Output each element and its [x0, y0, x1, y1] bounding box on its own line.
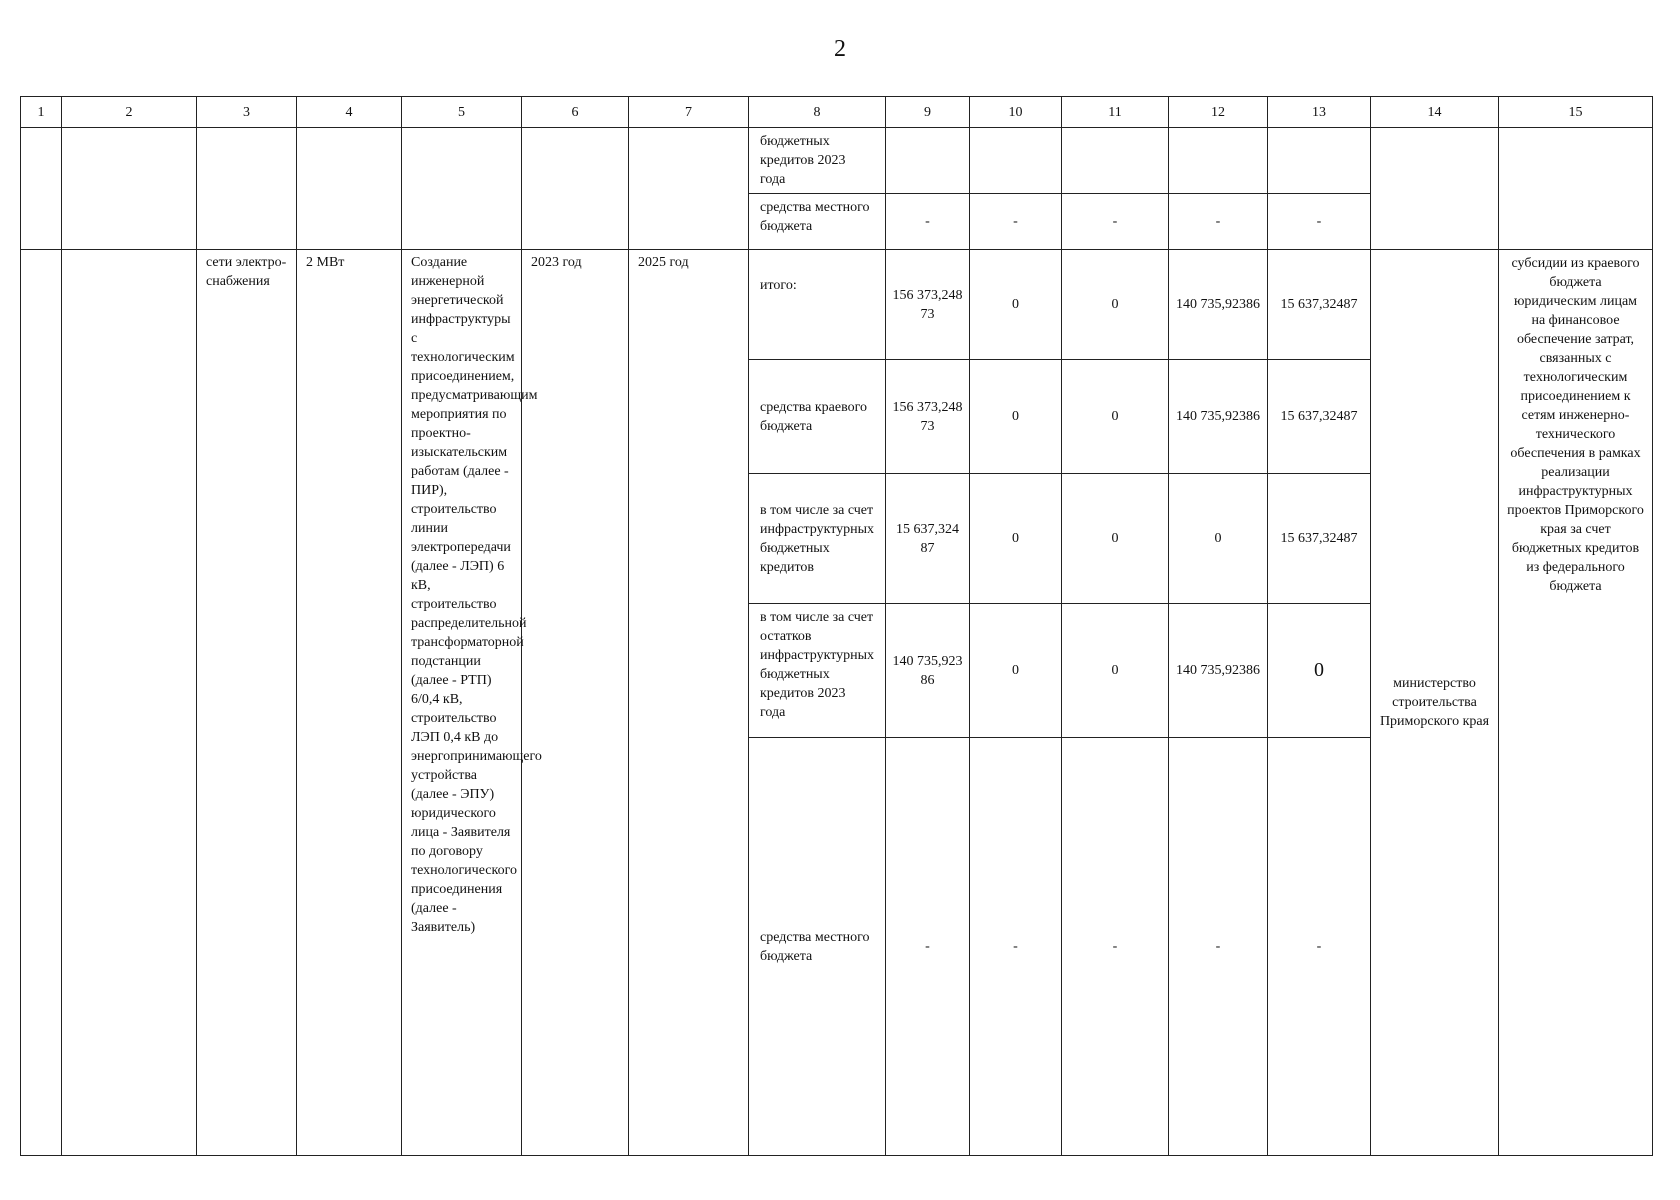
value-cell: -: [1268, 194, 1371, 250]
value-cell: 0: [1062, 474, 1169, 604]
value-cell: 156 373,248 73: [886, 250, 970, 360]
value-cell: 0: [1268, 604, 1371, 738]
empty-cell: [21, 128, 62, 250]
value-cell: -: [1268, 738, 1371, 1156]
empty-cell: [62, 128, 197, 250]
value-cell: [1169, 128, 1268, 194]
col-header: 15: [1499, 97, 1653, 128]
value-cell: -: [886, 194, 970, 250]
empty-cell: [21, 250, 62, 1156]
capacity-cell: 2 МВт: [297, 250, 402, 1156]
value-cell: 15 637,32487: [1268, 474, 1371, 604]
value-cell: 15 637,32487: [1268, 360, 1371, 474]
value-cell: 0: [970, 474, 1062, 604]
value-cell: 15 637,324 87: [886, 474, 970, 604]
row-label: в том числе за счет остатков инфраструктурных бюджетных кредитов 2023 года: [749, 604, 886, 738]
empty-cell: [297, 128, 402, 250]
value-cell: 0: [970, 250, 1062, 360]
value-cell: 140 735,92386: [1169, 360, 1268, 474]
value-cell: -: [1169, 738, 1268, 1156]
value-cell: 0: [1062, 250, 1169, 360]
responsible-agency-cell: министерство строительства Приморского края: [1371, 250, 1499, 1156]
header-row: [21, 97, 1653, 128]
project-description-cell: Создание инженерной энергетической инфраструктуры с технологическим присоединением, предусматривающим мероприятия по проектно-изыскательским работам (далее - ПИР), строительство линии электропередачи (далее - ЛЭП) 6 кВ, строительство распределительной трансформаторной подстанции (далее - РТП) 6/0,4 кВ, строительство ЛЭП 0,4 кВ до энергопринимающего устройства (далее - ЭПУ) юридического лица - Заявителя по договору технологического присоединения (далее - Заявитель): [402, 250, 522, 1156]
value-cell: -: [970, 194, 1062, 250]
table-row: [21, 128, 1653, 194]
row-label: итого:: [749, 250, 886, 360]
empty-cell: [1499, 128, 1653, 250]
value-cell: 0: [1062, 604, 1169, 738]
value-cell: 0: [970, 360, 1062, 474]
col-header: 14: [1371, 97, 1499, 128]
budget-table: [20, 96, 1653, 1156]
col-header: 12: [1169, 97, 1268, 128]
value-cell: 0: [1062, 360, 1169, 474]
row-label: бюджетных кредитов 2023 года: [749, 128, 886, 194]
col-header: 5: [402, 97, 522, 128]
col-header: 10: [970, 97, 1062, 128]
empty-cell: [402, 128, 522, 250]
value-cell: 0: [1169, 474, 1268, 604]
empty-cell: [1371, 128, 1499, 250]
value-cell: -: [1169, 194, 1268, 250]
funding-type-cell: субсидии из краевого бюджета юридическим лицам на финансовое обеспечение затрат, связанных с технологическим присоединением к сетям инженерно-технического обеспечения в рамках реализации инфраструктурных проектов Приморского края за счет бюджетных кредитов из федерального бюджета: [1499, 250, 1653, 1156]
value-cell: -: [886, 738, 970, 1156]
value-cell: -: [1062, 194, 1169, 250]
col-header: 2: [62, 97, 197, 128]
value-cell: [1062, 128, 1169, 194]
start-year-cell: 2023 год: [522, 250, 629, 1156]
value-cell: 156 373,248 73: [886, 360, 970, 474]
col-header: 11: [1062, 97, 1169, 128]
value-cell: 140 735,92386: [1169, 604, 1268, 738]
col-header: 6: [522, 97, 629, 128]
col-header: 4: [297, 97, 402, 128]
empty-cell: [629, 128, 749, 250]
table-row: [21, 250, 1653, 360]
empty-cell: [62, 250, 197, 1156]
value-cell: -: [1062, 738, 1169, 1156]
row-label: средства местного бюджета: [749, 738, 886, 1156]
end-year-cell: 2025 год: [629, 250, 749, 1156]
value-cell: [970, 128, 1062, 194]
empty-cell: [197, 128, 297, 250]
row-label: средства краевого бюджета: [749, 360, 886, 474]
value-cell: [886, 128, 970, 194]
value-cell: -: [970, 738, 1062, 1156]
value-cell: 15 637,32487: [1268, 250, 1371, 360]
value-cell: 140 735,923 86: [886, 604, 970, 738]
row-label: в том числе за счет инфраструктурных бюджетных кредитов: [749, 474, 886, 604]
col-header: 8: [749, 97, 886, 128]
col-header: 9: [886, 97, 970, 128]
col-header: 3: [197, 97, 297, 128]
empty-cell: [522, 128, 629, 250]
col-header: 1: [21, 97, 62, 128]
object-type-cell: сети электро-снабжения: [197, 250, 297, 1156]
value-cell: 0: [970, 604, 1062, 738]
page-number: 2: [834, 36, 846, 62]
row-label: средства местного бюджета: [749, 194, 886, 250]
col-header: 13: [1268, 97, 1371, 128]
value-cell: 140 735,92386: [1169, 250, 1268, 360]
col-header: 7: [629, 97, 749, 128]
value-cell: [1268, 128, 1371, 194]
